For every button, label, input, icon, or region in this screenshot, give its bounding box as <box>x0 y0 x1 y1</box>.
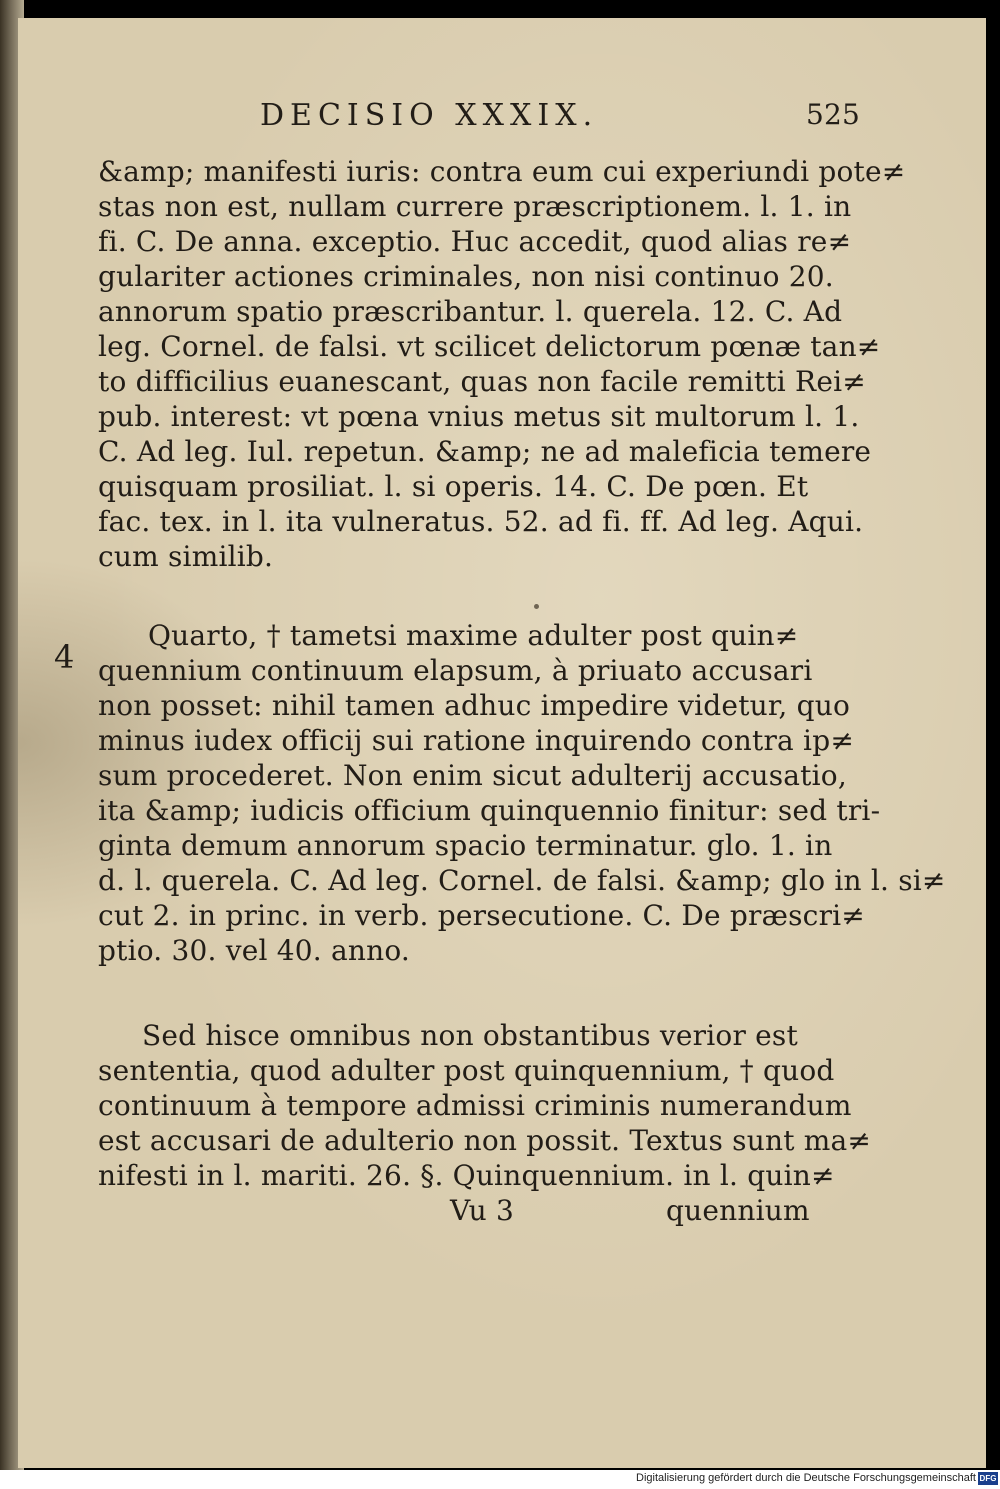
margin-note-number: 4 <box>54 638 75 676</box>
text-line: stas non est, nullam currere præscriptionem. l. 1. in <box>98 190 852 223</box>
text-line: d. l. querela. C. Ad leg. Cornel. de falsi. &amp; glo in l. si≠ <box>98 864 946 897</box>
text-line: to difficilius euanescant, quas non facile remitti Rei≠ <box>98 365 866 398</box>
text-line: continuum à tempore admissi criminis numerandum <box>98 1089 852 1122</box>
text-line: fac. tex. in l. ita vulneratus. 52. ad fi. ff. Ad leg. Aqui. <box>98 505 864 538</box>
text-line: Sed hisce omnibus non obstantibus verior est <box>142 1019 798 1052</box>
text-line: C. Ad leg. Iul. repetun. &amp; ne ad maleficia temere <box>98 435 872 468</box>
text-line: non posset: nihil tamen adhuc impedire videtur, quo <box>98 689 851 722</box>
text-line: cut 2. in princ. in verb. persecutione. C. De præscri≠ <box>98 899 865 932</box>
digitization-credit: Digitalisierung gefördert durch die Deutsche Forschungsgemeinschaft <box>636 1472 976 1484</box>
text-line: quisquam prosiliat. l. si operis. 14. C. De pœn. Et <box>98 470 809 503</box>
dfg-logo: DFG <box>979 1474 997 1483</box>
text-line: est accusari de adulterio non possit. Textus sunt ma≠ <box>98 1124 872 1157</box>
text-line: quennium continuum elapsum, à priuato accusari <box>98 654 813 687</box>
text-line: Quarto, † tametsi maxime adulter post quin≠ <box>148 619 799 652</box>
text-line: &amp; manifesti iuris: contra eum cui experiundi pote≠ <box>98 155 906 188</box>
signature-mark: Vu 3 <box>450 1194 514 1227</box>
text-line: gulariter actiones criminales, non nisi continuo 20. <box>98 260 834 293</box>
page-number: 525 <box>806 98 861 131</box>
book-page <box>18 18 986 1468</box>
text-line: ita &amp; iudicis officium quinquennio finitur: sed tri- <box>98 794 881 827</box>
text-line: leg. Cornel. de falsi. vt scilicet delictorum pœnæ tan≠ <box>98 330 881 363</box>
catchword: quennium <box>666 1194 810 1227</box>
running-head: DECISIO XXXIX. <box>260 98 599 133</box>
text-line: ginta demum annorum spacio terminatur. glo. 1. in <box>98 829 833 862</box>
text-line: cum similib. <box>98 540 274 573</box>
text-line: annorum spatio præscribantur. l. querela. 12. C. Ad <box>98 295 843 328</box>
text-line: fi. C. De anna. exceptio. Huc accedit, quod alias re≠ <box>98 225 852 258</box>
ink-speck <box>534 604 539 609</box>
text-line: minus iudex officij sui ratione inquirendo contra ip≠ <box>98 724 854 757</box>
text-line: pub. interest: vt pœna vnius metus sit multorum l. 1. <box>98 400 860 433</box>
text-line: sententia, quod adulter post quinquennium, † quod <box>98 1054 835 1087</box>
text-line: ptio. 30. vel 40. anno. <box>98 934 411 967</box>
text-line: nifesti in l. mariti. 26. §. Quinquennium. in l. quin≠ <box>98 1159 835 1192</box>
text-line: sum procederet. Non enim sicut adulterij accusatio, <box>98 759 847 792</box>
